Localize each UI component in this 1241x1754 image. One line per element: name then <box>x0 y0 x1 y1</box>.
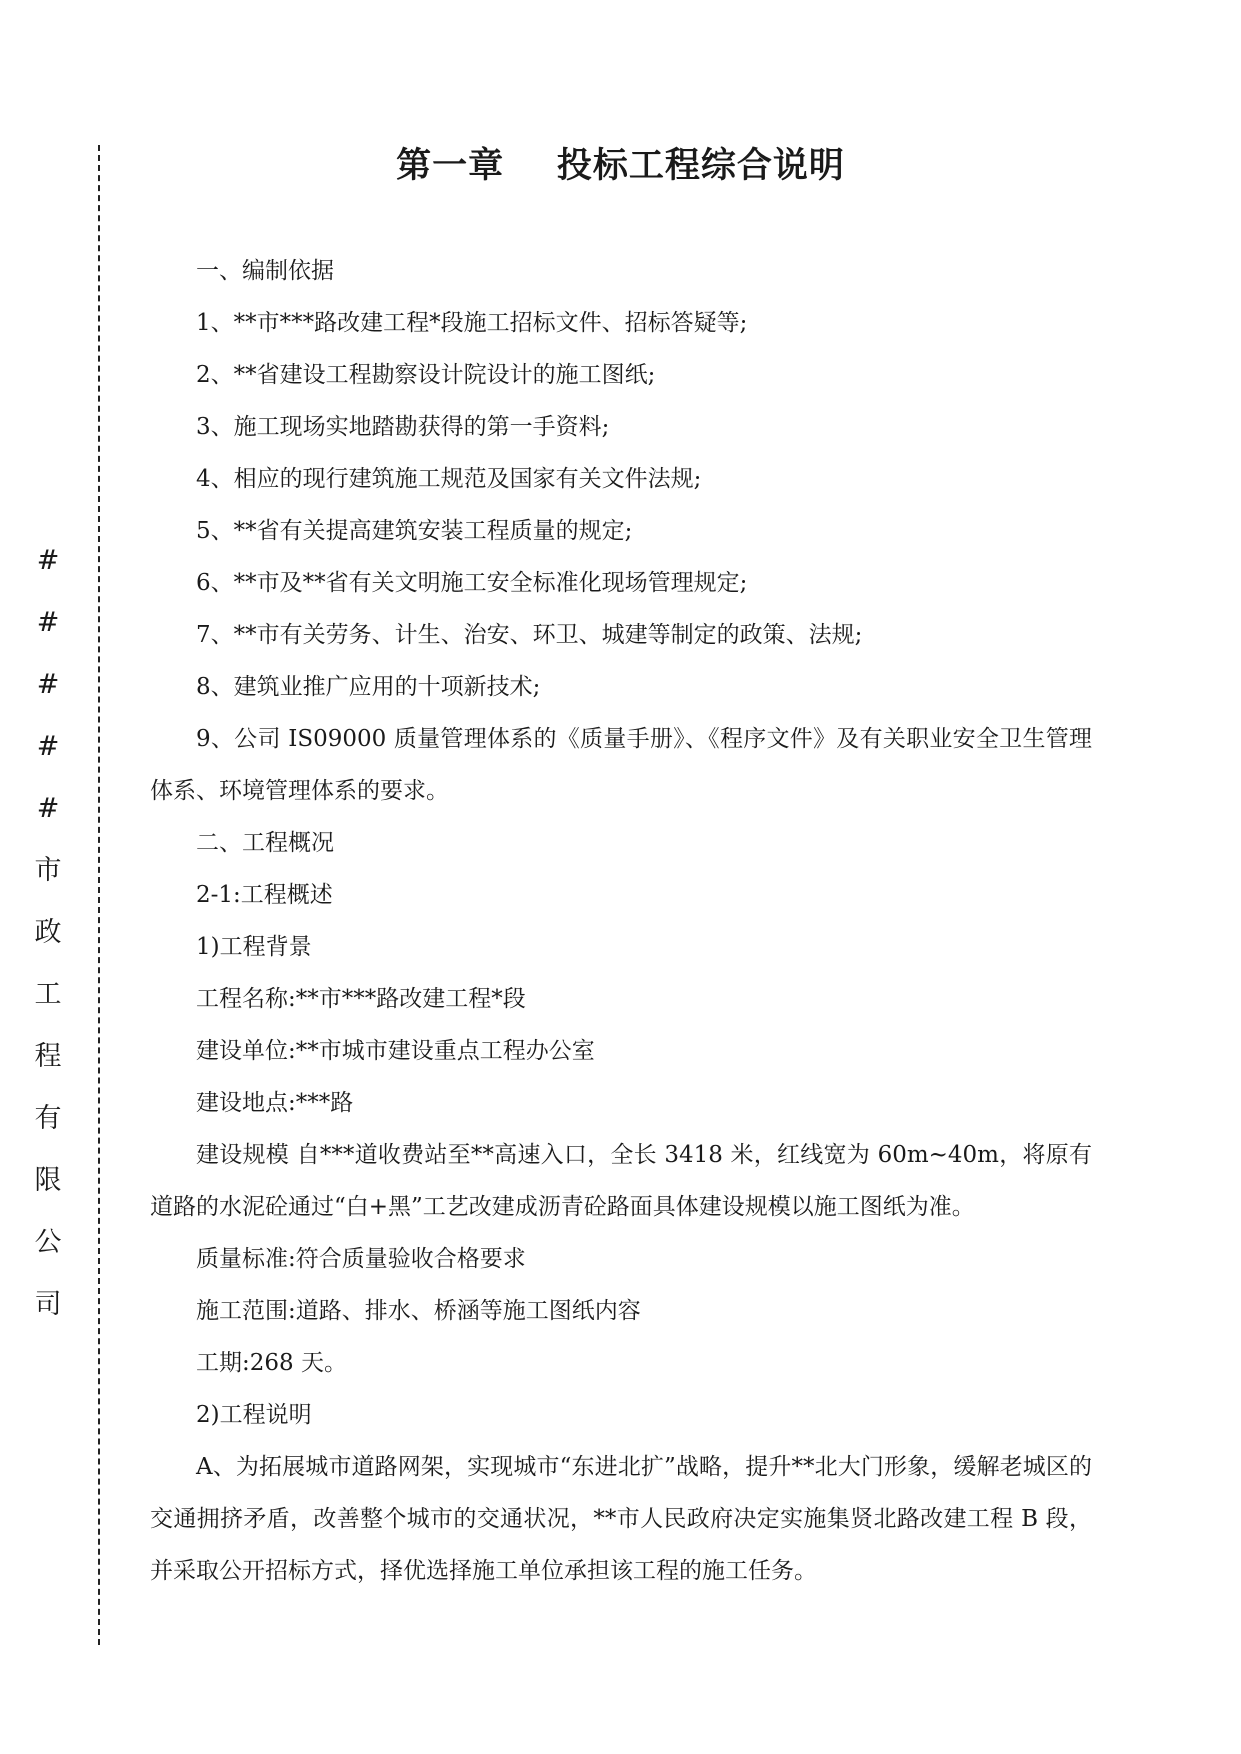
construction-scope: 施工范围:道路、排水、桥涵等施工图纸内容 <box>196 1298 641 1324</box>
project-location: 建设地点:***路 <box>196 1090 354 1116</box>
list-item: 7、**市有关劳务、计生、治安、环卫、城建等制定的政策、法规; <box>196 622 863 648</box>
side-char: 有 <box>34 1103 62 1134</box>
section-heading: 二、工程概况 <box>196 830 334 856</box>
side-char: # <box>36 669 60 700</box>
list-item: 1、**市***路改建工程*段施工招标文件、招标答疑等; <box>196 310 748 336</box>
side-char: 市 <box>34 855 62 886</box>
side-char: 司 <box>34 1289 62 1320</box>
side-char: # <box>36 731 60 762</box>
list-item: 4、相应的现行建筑施工规范及国家有关文件法规; <box>196 466 702 492</box>
project-scale: 建设规模 自***道收费站至**高速入口，全长 3418 米，红线宽为 60m~40m，将原有道路的水泥砼通过“白+黑”工艺改建成沥青砼路面具体建设规模以施工图纸为准。 <box>150 1142 1092 1220</box>
section-heading: 一、编制依据 <box>196 258 334 284</box>
side-char: # <box>36 607 60 638</box>
subsection-heading: 2-1:工程概述 <box>196 882 333 908</box>
list-item: 3、施工现场实地踏勘获得的第一手资料; <box>196 414 610 440</box>
list-item: 6、**市及**省有关文明施工安全标准化现场管理规定; <box>196 570 748 596</box>
project-name: 工程名称:**市***路改建工程*段 <box>196 986 526 1012</box>
side-char: 工 <box>34 979 62 1010</box>
list-item: 9、公司 IS09000 质量管理体系的《质量手册》、《程序文件》及有关职业安全卫生管理体系、环境管理体系的要求。 <box>150 726 1092 804</box>
binding-side-text <box>26 530 70 1336</box>
subsection-heading: 1)工程背景 <box>196 934 312 960</box>
construction-period: 工期:268 天。 <box>196 1350 347 1376</box>
list-item: 8、建筑业推广应用的十项新技术; <box>196 674 541 700</box>
subsection-heading: 2)工程说明 <box>196 1402 312 1428</box>
list-item: 2、**省建设工程勘察设计院设计的施工图纸; <box>196 362 656 388</box>
document-body <box>150 245 1092 1597</box>
side-char: 政 <box>34 917 62 948</box>
list-item: 5、**省有关提高建筑安装工程质量的规定; <box>196 518 633 544</box>
project-owner: 建设单位:**市城市建设重点工程办公室 <box>196 1038 595 1064</box>
side-char: 公 <box>34 1227 62 1258</box>
side-char: 限 <box>34 1165 62 1196</box>
side-char: # <box>36 793 60 824</box>
side-char: 程 <box>34 1041 62 1072</box>
quality-standard: 质量标准:符合质量验收合格要求 <box>196 1246 526 1272</box>
chapter-title: 第一章 投标工程综合说明 <box>396 146 845 186</box>
body-paragraph: A、为拓展城市道路网架，实现城市“东进北扩”战略，提升**北大门形象，缓解老城区的交通拥挤矛盾，改善整个城市的交通状况，**市人民政府决定实施集贤北路改建工程 B 段，并采取公开招标方式，择优选择施工单位承担该工程的施工任务。 <box>150 1454 1092 1584</box>
side-char: # <box>36 545 60 576</box>
binding-dashed-line <box>98 145 100 1645</box>
